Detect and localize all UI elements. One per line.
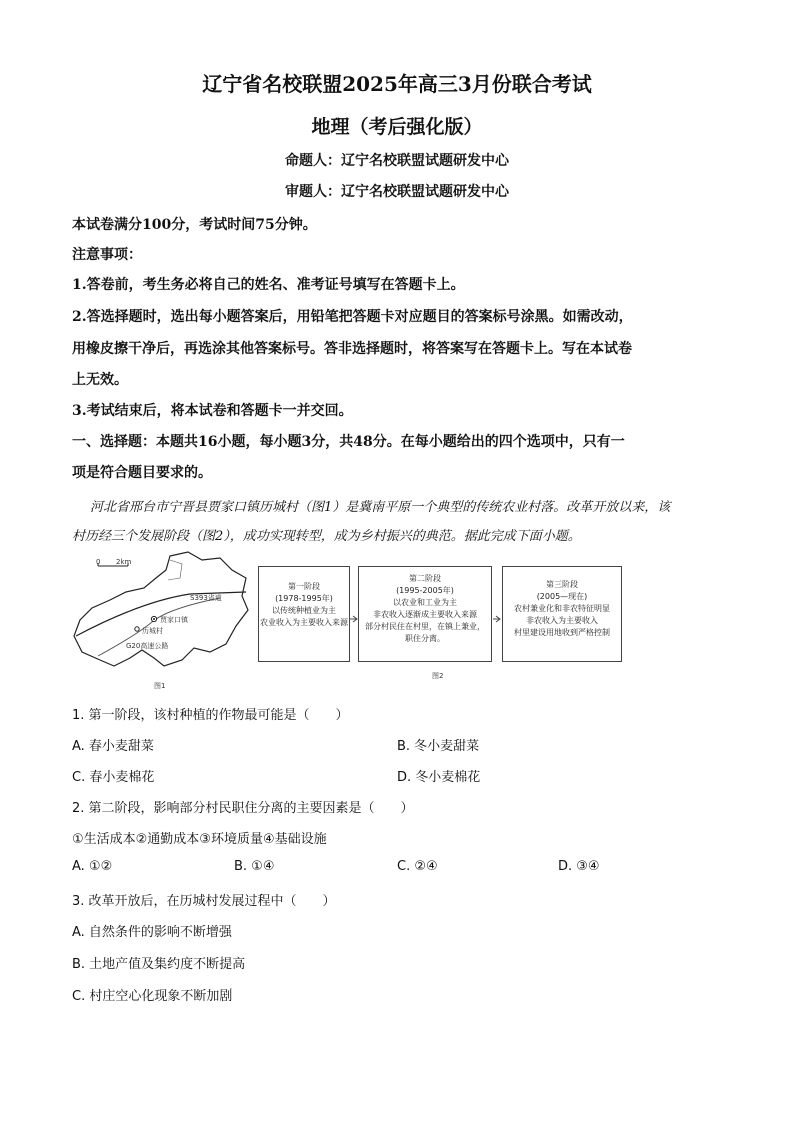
stage-2-years: (1995-2005年) <box>396 586 454 595</box>
stage-3-desc2: 非农收入为主要收入 <box>526 616 598 625</box>
q3-option-b: B. 土地产值及集约度不断提高 <box>72 957 246 972</box>
scale-zero: 0 <box>96 558 101 566</box>
q1-option-d: D. 冬小麦棉花 <box>397 770 481 785</box>
q1-option-b: B. 冬小麦甜菜 <box>397 739 480 754</box>
figure-1-caption: 图1 <box>154 682 166 690</box>
stage-2-desc4: 职住分离。 <box>405 634 445 643</box>
exam-subtitle: 地理（考后强化版） <box>311 116 483 138</box>
score-time: 本试卷满分100分，考试时间75分钟。 <box>72 217 317 233</box>
passage-line1: 河北省邢台市宁晋县贾家口镇历城村（图1）是冀南平原一个典型的传统农业村落。改革开放以来，该 <box>90 500 671 515</box>
notice-item-2-line2: 用橡皮擦干净后，再选涂其他答案标号。答非选择题时，将答案写在答题卡上。写在本试卷 <box>72 341 632 357</box>
town-label: 贾家口镇 <box>160 616 188 624</box>
stage-2-box <box>358 566 492 662</box>
exam-reviewer: 审题人：辽宁名校联盟试题研发中心 <box>285 184 509 200</box>
q2-option-d: D. ③④ <box>558 859 600 874</box>
q3-option-a: A. 自然条件的影响不断增强 <box>72 925 232 940</box>
stage-3-years: (2005—现在) <box>536 592 588 601</box>
q2-option-a: A. ①② <box>72 859 113 874</box>
q2-stem: 2. 第二阶段，影响部分村民职住分离的主要因素是（ ） <box>72 801 414 816</box>
notice-item-2-line1: 2.答选择题时，选出每小题答案后，用铅笔把答题卡对应题目的答案标号涂黑。如需改动， <box>72 309 633 325</box>
notice-item-2-line3: 上无效。 <box>72 372 128 388</box>
arrow-2-icon <box>493 608 501 627</box>
scale-label: 2km <box>116 558 132 566</box>
q2-option-b: B. ①④ <box>234 859 275 874</box>
stage-1-desc1: 以传统种植业为主 <box>272 606 336 615</box>
stage-2-desc3: 部分村民住在村里，在镇上兼业， <box>365 622 485 631</box>
stage-1-box <box>258 566 350 662</box>
figure-2-caption: 图2 <box>432 672 444 680</box>
q2-factors: ①生活成本②通勤成本③环境质量④基础设施 <box>72 832 327 847</box>
stage-3-desc3: 村里建设用地收到严格控制 <box>514 628 610 637</box>
stage-1-desc2: 农业收入为主要收入来源 <box>260 618 348 627</box>
section-heading-line1: 一、选择题：本题共16小题，每小题3分，共48分。在每小题给出的四个选项中，只有一 <box>72 434 625 450</box>
stage-3-desc1: 农村兼业化和非农特征明显 <box>514 604 610 613</box>
exam-author: 命题人：辽宁名校联盟试题研发中心 <box>285 153 509 169</box>
section-heading-line2: 项是符合题目要求的。 <box>72 465 212 481</box>
q2-option-c: C. ②④ <box>397 859 438 874</box>
q3-option-c: C. 村庄空心化现象不断加剧 <box>72 989 233 1004</box>
arrow-1-icon <box>350 608 358 627</box>
exam-title: 辽宁省名校联盟2025年高三3月份联合考试 <box>202 72 592 96</box>
stage-1-title: 第一阶段 <box>288 582 320 591</box>
q1-stem: 1. 第一阶段，该村种植的作物最可能是（ ） <box>72 708 349 723</box>
stage-3-box <box>502 566 622 662</box>
notice-title: 注意事项： <box>72 247 142 263</box>
road-s393-label: S393省道 <box>190 594 222 602</box>
passage-line2: 村历经三个发展阶段（图2），成功实现转型，成为乡村振兴的典范。据此完成下面小题。 <box>72 529 581 544</box>
road-g20-label: G20高速公路 <box>126 642 169 650</box>
stage-2-desc1: 以农业和工业为主 <box>393 598 457 607</box>
notice-item-1: 1.答卷前，考生务必将自己的姓名、准考证号填写在答题卡上。 <box>72 277 465 293</box>
stage-3-title: 第三阶段 <box>546 580 578 589</box>
q1-option-a: A. 春小麦甜菜 <box>72 739 154 754</box>
figure-1-map <box>70 548 250 693</box>
stage-2-desc2: 非农收入逐渐成主要收入来源 <box>373 610 477 619</box>
q1-option-c: C. 春小麦棉花 <box>72 770 155 785</box>
stage-2-title: 第二阶段 <box>409 574 441 583</box>
q3-stem: 3. 改革开放后，在历城村发展过程中（ ） <box>72 894 336 909</box>
village-label: 历城村 <box>142 627 163 635</box>
stage-1-years: (1978-1995年) <box>275 594 333 603</box>
notice-item-3: 3.考试结束后，将本试卷和答题卡一并交回。 <box>72 403 353 419</box>
